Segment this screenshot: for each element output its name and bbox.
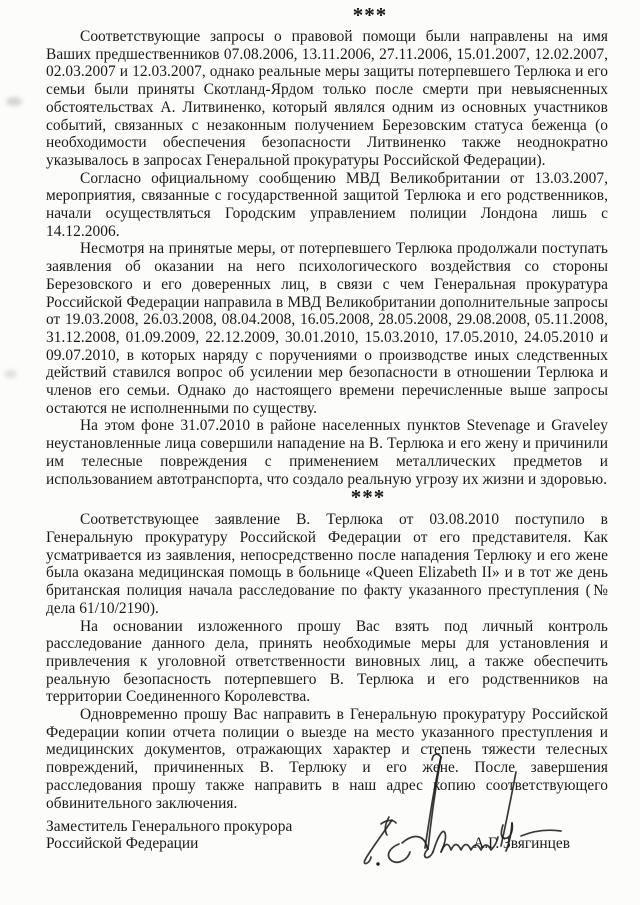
signature-block [46, 819, 608, 852]
paragraph-legal-requests: Соответствующие запросы о правовой помощи были направлены на имя Ваших предшественников 07.08.2006, 13.11.2006, 27.11.2006, 15.01.2007, 12.02.2007, 02.03.2007 и 12.03.2007, однако реальные меры защиты потерпевшего Терлюка и его семьи были приняты Скотланд-Ярдом только после смерти при невыясненных обстоятельствах А. Литвиненко, который являлся одним из основных участников событий, связанных с незаконным получением Березовским статуса беженца (о необходимости обеспечения безопасности Литвиненко также неоднократно указывалось в запросах Генеральной прокуратуры Российской Федерации). [46, 28, 608, 169]
paragraph-additional-requests: Несмотря на принятые меры, от потерпевшего Терлюка продолжали поступать заявления об оказании на него психологического воздействия со стороны Березовского и его доверенных лиц, в связи с чем Генеральная прокуратура Российской Федерации направила в МВД Великобритании дополнительные запросы от 19.03.2008, 26.03.2008, 08.04.2008, 16.05.2008, 28.05.2008, 29.08.2008, 05.11.2008, 31.12.2008, 01.09.2009, 22.12.2009, 30.01.2010, 15.03.2010, 17.05.2010, 24.05.2010 и 09.07.2010, в которых наряду с поручениями о производстве иных следственных действий ставился вопрос об усилении мер безопасности в отношении Терлюка и членов его семьи. Однако до настоящего времени перечисленные выше запросы остаются не исполненными по существу. [46, 240, 608, 417]
paragraph-documents-request: Одновременно прошу Вас направить в Генеральную прокуратуру Российской Федерации копии отчета полиции о выезде на место указанного преступления и медицинских документов, отражающих характер и степень тяжести телесных повреждений, причиненных В. Терлюку и его жене. После завершения расследования прошу также направить в наш адрес копию соответствующего обвинительного заключения. [46, 706, 608, 812]
paragraph-attack-description: На этом фоне 31.07.2010 в районе населенных пунктов Stevenage и Graveley неустановленные лица совершили нападение на В. Терлюка и его жену и причинили им телесные повреждения с применением металлических предметов и использованием автотранспорта, что создало реальную угрозу их жизни и здоровью. [46, 417, 608, 488]
signer-name: А.Г. Звягинцев [473, 834, 570, 852]
signer-position [46, 819, 292, 852]
signer-position-line2: Российской Федерации [46, 834, 199, 852]
scan-smudge [4, 370, 17, 378]
scan-smudge [6, 97, 22, 106]
signer-position-line1: Заместитель Генерального прокурора [46, 818, 293, 836]
section-separator: *** [352, 3, 388, 27]
paragraph-home-office-report: Согласно официальному сообщению МВД Великобритании от 13.03.2007, мероприятия, связанные с государственной защитой Терлюка и его родственников, начали осуществляться Городским управлением полиции Лондона лишь с 14.12.2006. [46, 169, 608, 240]
paragraph-victim-statement: Соответствующее заявление В. Терлюка от 03.08.2010 поступило в Генеральную прокуратуру Российской Федерации от его представителя. Как усматривается из заявления, непосредственно после нападения Терлюку и его жене была оказана медицинская помощь в больнице «Queen Elizabeth II» и в тот же день британская полиция начала расследование по факту указанного преступления (№ дела 61/10/2190). [46, 511, 608, 617]
paragraph-personal-control-request: На основании изложенного прошу Вас взять под личный контроль расследование данного дела, принять необходимые меры для установления и привлечения к уголовной ответственности виновных лиц, а также обеспечить реальную безопасность потерпевшего В. Терлюка и его родственников на территории Соединенного Королевства. [46, 617, 608, 706]
section-separator: *** [350, 485, 386, 510]
